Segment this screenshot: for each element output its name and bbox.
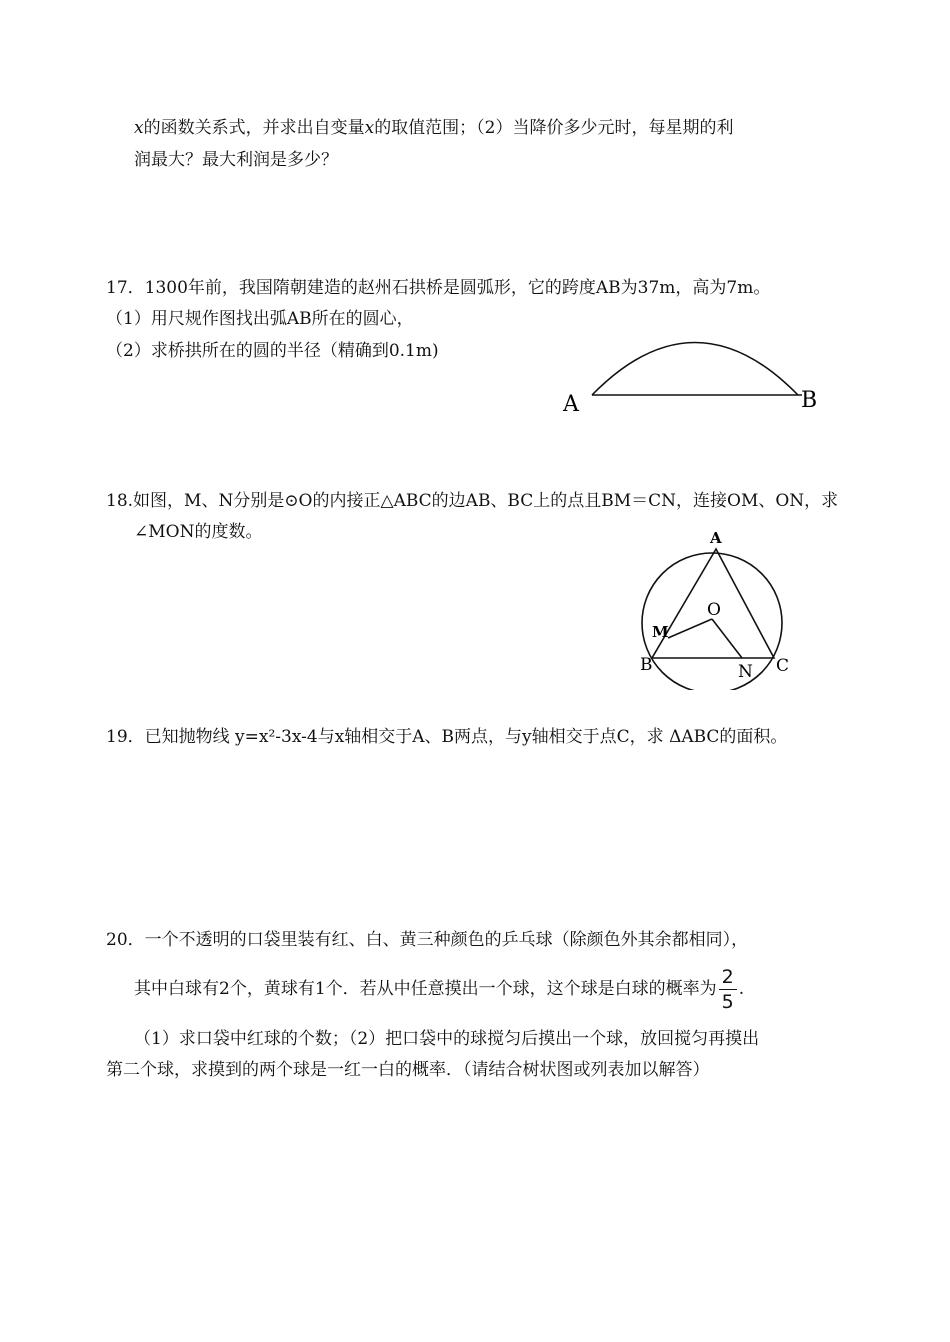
q16-text-a: 的函数关系式，并求出自变量 <box>143 118 365 138</box>
fraction-denominator: 5 <box>721 991 734 1013</box>
label-n: N <box>738 662 753 682</box>
label-m: M <box>652 623 669 641</box>
q20-line3: （1）求口袋中红球的个数；（2）把口袋中的球搅匀后摸出一个球，放回搅匀再摸出 <box>134 1029 760 1049</box>
inscribed-triangle-figure <box>630 525 805 690</box>
probability-fraction <box>719 965 737 1014</box>
bridge-arc <box>592 343 798 396</box>
q16-text-b: 的取值范围；（2）当降价多少元时，每星期的利 <box>374 118 734 138</box>
label-a: A <box>710 529 722 547</box>
q18-line1: 18.如图，M、N分别是⊙O的内接正△ABC的边AB、BC上的点且BM＝CN，连接OM、ON，求 <box>106 491 839 511</box>
label-b: B <box>640 655 653 675</box>
q16-line2: 润最大？最大利润是多少？ <box>134 150 338 170</box>
q17-line2: （1）用尺规作图找出弧AB所在的圆心， <box>106 309 414 329</box>
q17-line1: 17．1300年前，我国隋朝建造的赵州石拱桥是圆弧形，它的跨度AB为37m，高为7m。 <box>106 278 771 298</box>
q20-line1: 20．一个不透明的口袋里装有红、白、黄三种颜色的乒乓球（除颜色外其余都相同）， <box>106 930 749 950</box>
variable-x: x <box>134 118 144 138</box>
label-a: A <box>563 392 579 417</box>
variable-x: x <box>364 118 375 138</box>
label-c: C <box>776 656 790 676</box>
fraction-numerator: 2 <box>719 965 737 990</box>
q18-line2: ∠MON的度数。 <box>134 522 263 542</box>
q17-line3: （2）求桥拱所在的圆的半径（精确到0.1m) <box>106 341 439 361</box>
segment-om <box>668 619 712 638</box>
q20-line2-end: . <box>738 979 745 999</box>
label-b: B <box>801 388 818 413</box>
bridge-arc-figure <box>555 325 835 420</box>
segment-on <box>712 619 742 658</box>
q20-line2 <box>134 963 744 1015</box>
q16-line1 <box>134 116 734 140</box>
q20-line2-text: 其中白球有2个，黄球有1个．若从中任意摸出一个球，这个球是白球的概率为 <box>134 979 717 999</box>
q20-line4: 第二个球，求摸到的两个球是一红一白的概率．（请结合树状图或列表加以解答） <box>106 1060 710 1080</box>
label-o: O <box>707 600 721 620</box>
q19-line1: 19．已知抛物线 y=x²-3x-4与x轴相交于A、B两点，与y轴相交于点C，求 ΔABC的面积。 <box>106 727 788 747</box>
circle-o <box>642 553 782 690</box>
